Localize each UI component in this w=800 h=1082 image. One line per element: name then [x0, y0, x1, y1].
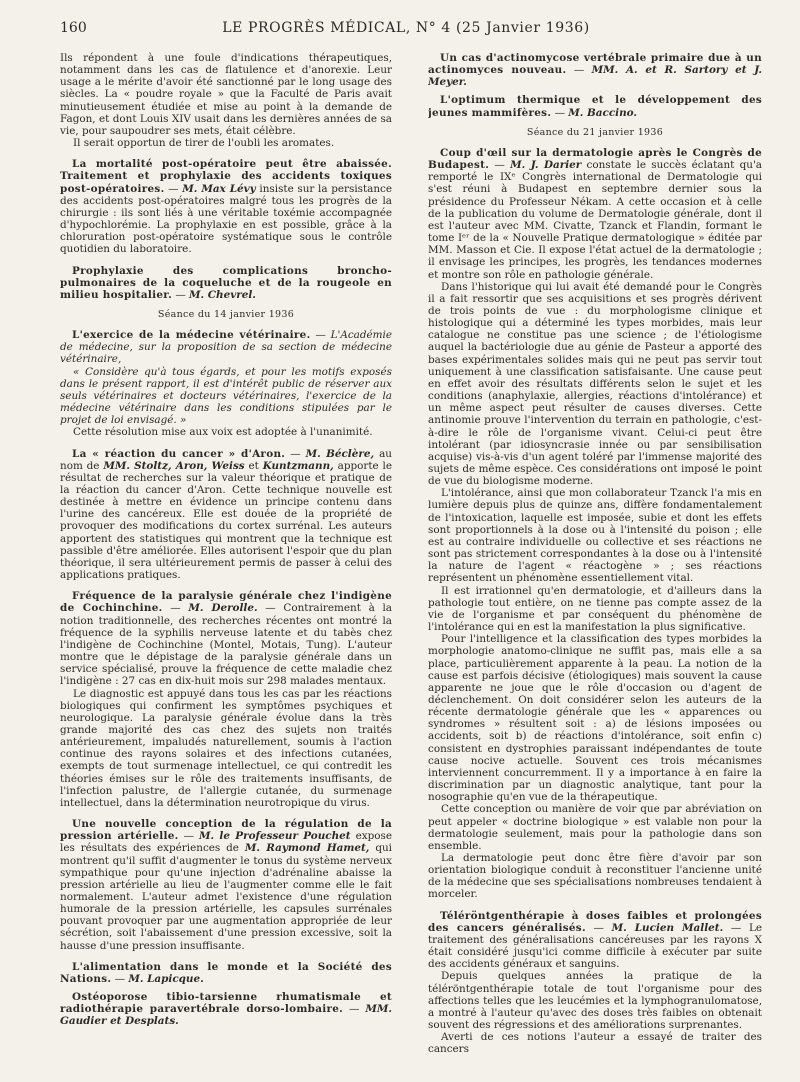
article-author: MM. A. et R. Sartory et J. Meyer. [428, 64, 762, 89]
article-body: insiste sur la persistance des accidents post-opératoires malgré tous les progrès de la chirurgie : ils sont liés à une véritable toxémie accompagnée d'hypochlorémie. La prophylaxie en est possible, grâce à la chloruration post-opératoire systématique sous le contrôle quotidien du laboratoire. [60, 182, 392, 256]
article-text: expose les résultats des expériences de [60, 830, 392, 855]
article-author: M. Chevrel. [189, 288, 256, 301]
article-author: M. J. Darier [510, 159, 582, 172]
article-body: qui montrent qu'il suffit d'augmenter le tonus du système nerveux sympathique pour qu'une injection d'adrénaline abaisse la pression artérielle au lieu de l'augmenter comme elle le fait normalement. L'auteur admet l'existence d'une régulation humorale de la pression artérielle, les capsules surrénales pouvant provoquer par une augmentation appropriée de leur sécrétion, soit l'abaissement d'une pression excessive, soit la hausse d'une pression insuffisante. [60, 842, 392, 952]
right-column [428, 52, 762, 1074]
seance-heading: Séance du 21 janvier 1936 [526, 126, 664, 138]
article-intro: L'Académie de médecine, sur la proposition de sa section de médecine vétérinaire, [60, 329, 392, 366]
article-title: Ostéoporose tibio-tarsienne rhumatismale et radiothérapie paravertébrale dorso-lombaire. [60, 991, 392, 1016]
paragraph: L'intolérance, ainsi que mon collaborateur Tzanck l'a mis en lumière depuis plus de quinze ans, diffère fondamentalement de l'intoxication, laquelle est imposée, subie et dont les effets sont proportionnels à la dose ou à l'intensité du poison ; elle est au contraire individuelle ou collective et ses réactions ne sont pas strictement correspondantes à la dose ou à l'intensité la nature de l'agent « réactogène » ; ses réactions représentent un phénomène essentiellement vital. [428, 487, 762, 585]
article-body: apporte le résultat de recherches sur la valeur théorique et pratique de la réaction du cancer d'Aron. Cette technique nouvelle est destinée à mettre en évidence un principe contenu dans l'urine des cancéreux. Elle est douée de la propriété de provoquer des modifications du cortex surrénal. Les auteurs apportent des statistiques qui montrent que la technique est passible d'être améliorée. Elles autorisent l'espoir que du plan théorique, il sera ultérieurement permis de passer à celui des applications pratiques. [60, 459, 392, 582]
article-author: M. Béclère, [305, 447, 375, 460]
article-author: M. Lucien Mallet. [611, 921, 724, 934]
article-title: La mortalité post-opératoire peut être abaissée. Traitement et prophylaxie des accidents toxiques post-opératoires. [60, 158, 392, 195]
left-column [60, 52, 392, 1074]
intro-section [60, 52, 392, 149]
article-author: M. Lapicque. [128, 972, 204, 985]
article-title: Téléröntgenthérapie à doses faibles et prolongées des cancers généralisés. [428, 909, 762, 934]
article-body: constate le succès éclatant qu'a remporté le IXᵉ Congrès international de Dermatologie qui s'est réuni à Budapest en septembre dernier sous la présidence du Professeur Nékam. A cette occasion et à celle de la publication du volume de Dermatologie générale, dont il est l'auteur avec MM. Civatte, Tzanck et Flandin, formant le tome Iᵉʳ de la « Nouvelle Pratique dermatologique » éditée par MM. Masson et Cie. Il expose l'état actuel de la dermatologie ; il envisage les principes, les progrès, les tendances modernes et montre son rôle en pathologie générale. [428, 159, 762, 281]
paragraph: Il serait opportun de tirer de l'oubli les aromates. [73, 137, 335, 150]
paragraph: Dans l'historique qui lui avait été demandé pour le Congrès il a fait ressortir que ses acquisitions et ses progrès dérivent de trois points de vue : du morphologisme clinique et histologique qui a déterminé les types morbides, mais leur catalogue ne constitue pas une science ; de l'étiologisme auquel la bactériologie due au génie de Pasteur a apporté des bases expérimentales solides mais qui ne peut pas servir tout uniquement à une classification satisfaisante. Une cause peut en effet avoir des résultats différents selon le sujet et les conditions (anaphylaxie, allergies, réactions d'intolérance) et un même aspect peut résulter de causes diverses. Cette antinomie prouve l'intervention du terrain en pathologie, c'est-à-dire le rôle de l'organisme vivant. Celui-ci peut être intolérant (par idiosyncrasie innée ou par sensibilisation acquise) vis-à-vis d'un agent toléré par l'immense majorité des sujets de même espèce. Ces considérations ont imposé le point de vue du biologisme moderne. [428, 280, 762, 488]
article-title: Prophylaxie des complications broncho-pulmonaires de la coqueluche et de la rougeole en milieu hospitalier. [60, 264, 392, 301]
page-number: 160 [60, 20, 87, 36]
article-optimum: L'optimum thermique et le développement des jeunes mammifères. — M. Baccino. [428, 94, 762, 119]
article-author: M. Baccino. [568, 106, 638, 119]
article-title: Un cas d'actinomycose vertébrale primaire due à un actinomyces nouveau. [428, 52, 762, 77]
paragraph: Cette conception ou manière de voir que par abréviation on peut appeler « doctrine biologique » est valable non pour la dermatologie seulement, mais pour la pathologie dans son ensemble. [428, 803, 762, 852]
article-title: Fréquence de la paralysie générale chez l'indigène de Cochinchine. [60, 590, 392, 615]
article-names: Kuntzmann, [262, 459, 334, 472]
paragraph: La dermatologie peut donc être fière d'avoir par son orientation biologique conduit à reconstituer l'ancienne unité de la médecine que ses spécialisations nombreuses tendaient à morceler. [428, 852, 762, 901]
article-author: MM. Gaudier et Desplats. [60, 1003, 392, 1028]
article-text: au nom de [60, 447, 392, 472]
article-names: MM. Stoltz, Aron, Weiss [103, 459, 245, 472]
article-author: M. Max Lévy [182, 182, 256, 195]
article-title: L'exercice de la médecine vétérinaire. [72, 329, 311, 342]
article-veterinaire: L'exercice de la médecine vétérinaire. — L'Académie de médecine, sur la proposition de sa section de médecine vétérinaire, « Considère qu'à tous égards, et pour les motifs exposés dans le présent rapport, il est d'intérêt public de réserver aux seuls vétérinaires et docteurs vétérinaires, l'exercice de la médecine vétérinaire dans les conditions stipulées par le projet de loi envisagé. » Cette résolution mise aux voix est adoptée à l'unanimité. [60, 329, 392, 439]
paragraph: Pour l'intelligence et la classification des types morbides la morphologie anatomo-clinique ne suffit pas, mais elle a sa place, particulièrement apparente à la peau. La notion de la cause est parfois décisive (étiologiques) mais souvent la cause apparente ne joue que le rôle d'occasion ou d'agent de déclenchement. On doit considérer selon les auteurs de la récente dermatologie générale que les « apparences ou syndromes » résultent soit : a) de lésions imposées ou accidents, soit b) de réactions d'intolérance, soit enfin c) consistent en dystrophies paraissant indépendantes de toute cause nocive actuelle. Souvent ces trois mécanismes interviennent concurremment. Il y a importance à en faire la discrimination par un diagnostic analytique, tant pour la nosographie qu'en vue de la thérapeutique. [428, 633, 762, 804]
article-names: M. Raymond Hamet, [244, 842, 370, 855]
seance-heading: Séance du 14 janvier 1936 [157, 308, 295, 320]
article-title: La « réaction du cancer » d'Aron. [72, 447, 286, 460]
article-author: M. le Professeur Pouchet [198, 830, 351, 843]
article-author: M. Derolle. [188, 602, 258, 615]
article-actinomycose: Un cas d'actinomycose vertébrale primaire due à un actinomyces nouveau. — MM. A. et R. Sartory et J. Meyer. [428, 52, 762, 89]
article-title: Une nouvelle conception de la régulation de la pression artérielle. [60, 818, 392, 843]
article-alimentation: L'alimentation dans le monde et la Société des Nations. — M. Lapicque. [60, 960, 392, 985]
article-regulation: Une nouvelle conception de la régulation de la pression artérielle. — M. le Professeur Pouchet expose les résultats des expériences de M. Raymond Hamet, qui montrent qu'il suffit d'augmenter le tonus du système nerveux sympathique pour qu'une injection d'adrénaline abaisse la pression artérielle au lieu de l'augmenter comme elle le fait normalement. L'auteur admet l'existence d'une régulation humorale de la pression artérielle, les capsules surrénales pouvant provoquer par une augmentation appropriée de leur sécrétion, soit l'abaissement d'une pression excessive, soit la hausse d'une pression insuffisante. [60, 818, 392, 952]
paragraph: Averti de ces notions l'auteur a essayé de traiter des cancers [428, 1031, 762, 1056]
article-mortalite: La mortalité post-opératoire peut être abaissée. Traitement et prophylaxie des accidents toxiques post-opératoires. — M. Max Lévy insiste sur la persistance des accidents post-opératoires malgré tous les progrès de la chirurgie : ils sont liés à une véritable toxémie accompagnée d'hypochlorémie. La prophylaxie en est possible, grâce à la chloruration post-opératoire systématique sous le contrôle quotidien du laboratoire. [60, 158, 392, 256]
article-body: Contrairement à la notion traditionnelle, des recherches récentes ont montré la fréquence de la syphilis nerveuse latente et du tabès chez l'indigène de Cochinchine (Montel, Motais, Tung). L'auteur montre que le dépistage de la paralysie générale dans un service spécialisé, prouve la fréquence de cette maladie chez l'indigène : 27 cas en dix-huit mois sur 298 malades mentaux. [60, 602, 392, 688]
article-osteoporose: Ostéoporose tibio-tarsienne rhumatismale et radiothérapie paravertébrale dorso-lombaire. — MM. Gaudier et Desplats. [60, 991, 392, 1028]
article-body: Le traitement des généralisations cancéreuses par les rayons X était considéré jusqu'ici comme difficile à exécuter par suite des accidents généraux et sanguins. [428, 921, 762, 971]
page-header [60, 20, 752, 42]
paragraph: Depuis quelques années la pratique de la téléröntgenthérapie totale de tout l'organisme pour des affections telles que les leucémies et la lymphogranulomatose, a montré à l'auteur qu'avec des doses très faibles on obtenait souvent des régressions et des améliorations surprenantes. [428, 970, 762, 1032]
running-title: LE PROGRÈS MÉDICAL, N° 4 (25 Janvier 1936) [222, 20, 590, 36]
article-prophylaxie: Prophylaxie des complications broncho-pulmonaires de la coqueluche et de la rougeole en milieu hospitalier. — M. Chevrel. [60, 264, 392, 301]
paragraph: Ils répondent à une foule d'indications thérapeutiques, notamment dans les cas de flatulence et d'anorexie. Leur usage a le mérite d'avoir été sanctionné par le long usage des siècles. La « poudre royale » que la Faculté de Paris avait minutieusement étudiée et mise au point à la demande de Fagon, et dont Louis XIV usait dans les dernières années de sa vie, pour saupoudrer ses mets, était célèbre. [60, 52, 392, 137]
article-body: Le diagnostic est appuyé dans tous les cas par les réactions biologiques qui confirment les symptômes psychiques et neurologique. La paralysie générale évolue dans la très grande majorité des cas chez des sujets non traités antérieurement, impaludés naturellement, soumis à l'action continue des rayons solaires et des infections cutanées, exempts de tout surmenage intellectuel, ce qui contredit les théories émises sur le rôle des traitements insuffisants, de l'infection palustre, de l'allergie cutanée, du surmenage intellectuel, dans la détermination neurotropique du virus. [60, 687, 392, 809]
article-title: L'alimentation dans le monde et la Société des Nations. [60, 960, 392, 985]
article-text: et [248, 459, 259, 472]
article-telerontgen: Téléröntgenthérapie à doses faibles et prolongées des cancers généralisés. — M. Lucien Mallet. — Le traitement des généralisations cancéreuses par les rayons X était considéré jusqu'ici comme difficile à exécuter par suite des accidents généraux et sanguins. Depuis quelques années la pratique de la téléröntgenthérapie totale de tout l'organisme pour des affections telles que les leucémies et la lymphogranulomatose, a montré à l'auteur qu'avec des doses très faibles on obtenait souvent des régressions et des améliorations surprenantes. Averti de ces notions l'auteur a essayé de traiter des cancers [428, 909, 762, 1056]
paragraph: Il est irrationnel qu'en dermatologie, et d'ailleurs dans la pathologie tout entière, on ne tienne pas compte assez de la vie de l'organisme et par conséquent du phénomène de l'intolérance qui en est la manifestation la plus significative. [428, 584, 762, 634]
article-dermatologie: Coup d'œil sur la dermatologie après le Congrès de Budapest. — M. J. Darier constate le succès éclatant qu'a remporté le IXᵉ Congrès international de Dermatologie qui s'est réuni à Budapest en septembre dernier sous la présidence du Professeur Nékam. A cette occasion et à celle de la publication du volume de Dermatologie générale, dont il est l'auteur avec MM. Civatte, Tzanck et Flandin, formant le tome Iᵉʳ de la « Nouvelle Pratique dermatologique » éditée par MM. Masson et Cie. Il expose l'état actuel de la dermatologie ; il envisage les principes, les progrès, les tendances modernes et montre son rôle en pathologie générale. Dans l'historique qui lui avait été demandé pour le Congrès il a fait ressortir que ses acquisitions et ses progrès dérivent de trois points de vue : du morphologisme clinique et histologique qui a déterminé les types morbides, mais leur catalogue ne constitue pas une science ; de l'étiologisme auquel la bactériologie due au génie de Pasteur a apporté des bases expérimentales solides mais qui ne peut pas servir tout uniquement à une classification satisfaisante. Une cause peut en effet avoir des résultats différents selon le sujet et les conditions (anaphylaxie, allergies, réactions d'intolérance) et un même aspect peut résulter de causes diverses. Cette antinomie prouve l'intervention du terrain en pathologie, c'est-à-dire le rôle de l'organisme vivant. Celui-ci peut être intolérant (par idiosyncrasie innée ou par sensibilisation acquise) vis-à-vis d'un agent toléré par l'immense majorité des sujets de même espèce. Ces considérations ont imposé le point de vue du biologisme moderne. L'intolérance, ainsi que mon collaborateur Tzanck l'a mis en lumière depuis plus de quinze ans, diffère fondamentalement de l'intoxication, laquelle est imposée, subie et dont les effets sont proportionnels à la dose ou à l'intensité du poison ; elle est au contraire individuelle ou collective et ses réactions ne sont pas strictement correspondantes à la dose ou à l'intensité la nature de l'agent « réactogène » ; ses réactions représentent un phénomène essentiellement vital. Il est irrationnel qu'en dermatologie, et d'ailleurs dans la pathologie tout entière, on ne tienne pas compte assez de la vie de l'organisme et par conséquent du phénomène de l'intolérance qui en est la manifestation la plus significative. Pour l'intelligence et la classification des types morbides la morphologie anatomo-clinique ne suffit pas, mais elle a sa place, particulièrement apparente à la peau. La notion de la cause est parfois décisive (étiologiques) mais souvent la cause apparente ne joue que le rôle d'occasion ou d'agent de déclenchement. On doit considérer selon les auteurs de la récente dermatologie générale que les « apparences ou syndromes » résultent soit : a) de lésions imposées ou accidents, soit b) de réactions d'intolérance, soit enfin c) consistent en dystrophies paraissant indépendantes de toute cause nocive actuelle. Souvent ces trois mécanismes interviennent concurremment. Il y a importance à en faire la discrimination par un diagnostic analytique, tant pour la nosographie qu'en vue de la thérapeutique. Cette conception ou manière de voir que par abréviation on peut appeler « doctrine biologique » est valable non pour la dermatologie seulement, mais pour la pathologie dans son ensemble. La dermatologie peut donc être fière d'avoir par son orientation biologique conduit à reconstituer l'ancienne unité de la médecine que ses spécialisations nombreuses tendaient à morceler. [428, 146, 762, 901]
article-title: L'optimum thermique et le développement des jeunes mammifères. [428, 94, 762, 119]
article-conclusion: Cette résolution mise aux voix est adoptée à l'unanimité. [73, 426, 373, 439]
article-quote: « Considère qu'à tous égards, et pour les motifs exposés dans le présent rapport, il est d'intérêt public de réserver aux seuls vétérinaires et docteurs vétérinaires, l'exercice de la médecine vétérinaire dans les conditions stipulées par le projet de loi envisagé. » [60, 365, 392, 427]
article-reaction: La « réaction du cancer » d'Aron. — M. Béclère, au nom de MM. Stoltz, Aron, Weiss et Kuntzmann, apporte le résultat de recherches sur la valeur théorique et pratique de la réaction du cancer d'Aron. Cette technique nouvelle est destinée à mettre en évidence un principe contenu dans l'urine des cancéreux. Elle est douée de la propriété de provoquer des modifications du cortex surrénal. Les auteurs apportent des statistiques qui montrent que la technique est passible d'être améliorée. Elles autorisent l'espoir que du plan théorique, il sera ultérieurement permis de passer à celui des applications pratiques. [60, 447, 392, 582]
article-paralysie: Fréquence de la paralysie générale chez l'indigène de Cochinchine. — M. Derolle. — Contrairement à la notion traditionnelle, des recherches récentes ont montré la fréquence de la syphilis nerveuse latente et du tabès chez l'indigène de Cochinchine (Montel, Motais, Tung). L'auteur montre que le dépistage de la paralysie générale dans un service spécialisé, prouve la fréquence de cette maladie chez l'indigène : 27 cas en dix-huit mois sur 298 malades mentaux. Le diagnostic est appuyé dans tous les cas par les réactions biologiques qui confirment les symptômes psychiques et neurologique. La paralysie générale évolue dans la très grande majorité des cas chez des sujets non traités antérieurement, impaludés naturellement, soumis à l'action continue des rayons solaires et des infections cutanées, exempts de tout surmenage intellectuel, ce qui contredit les théories émises sur le rôle des traitements insuffisants, de l'infection palustre, de l'allergie cutanée, du surmenage intellectuel, dans la détermination neurotropique du virus. [60, 590, 392, 809]
article-title: Coup d'œil sur la dermatologie après le Congrès de Budapest. [428, 146, 762, 172]
